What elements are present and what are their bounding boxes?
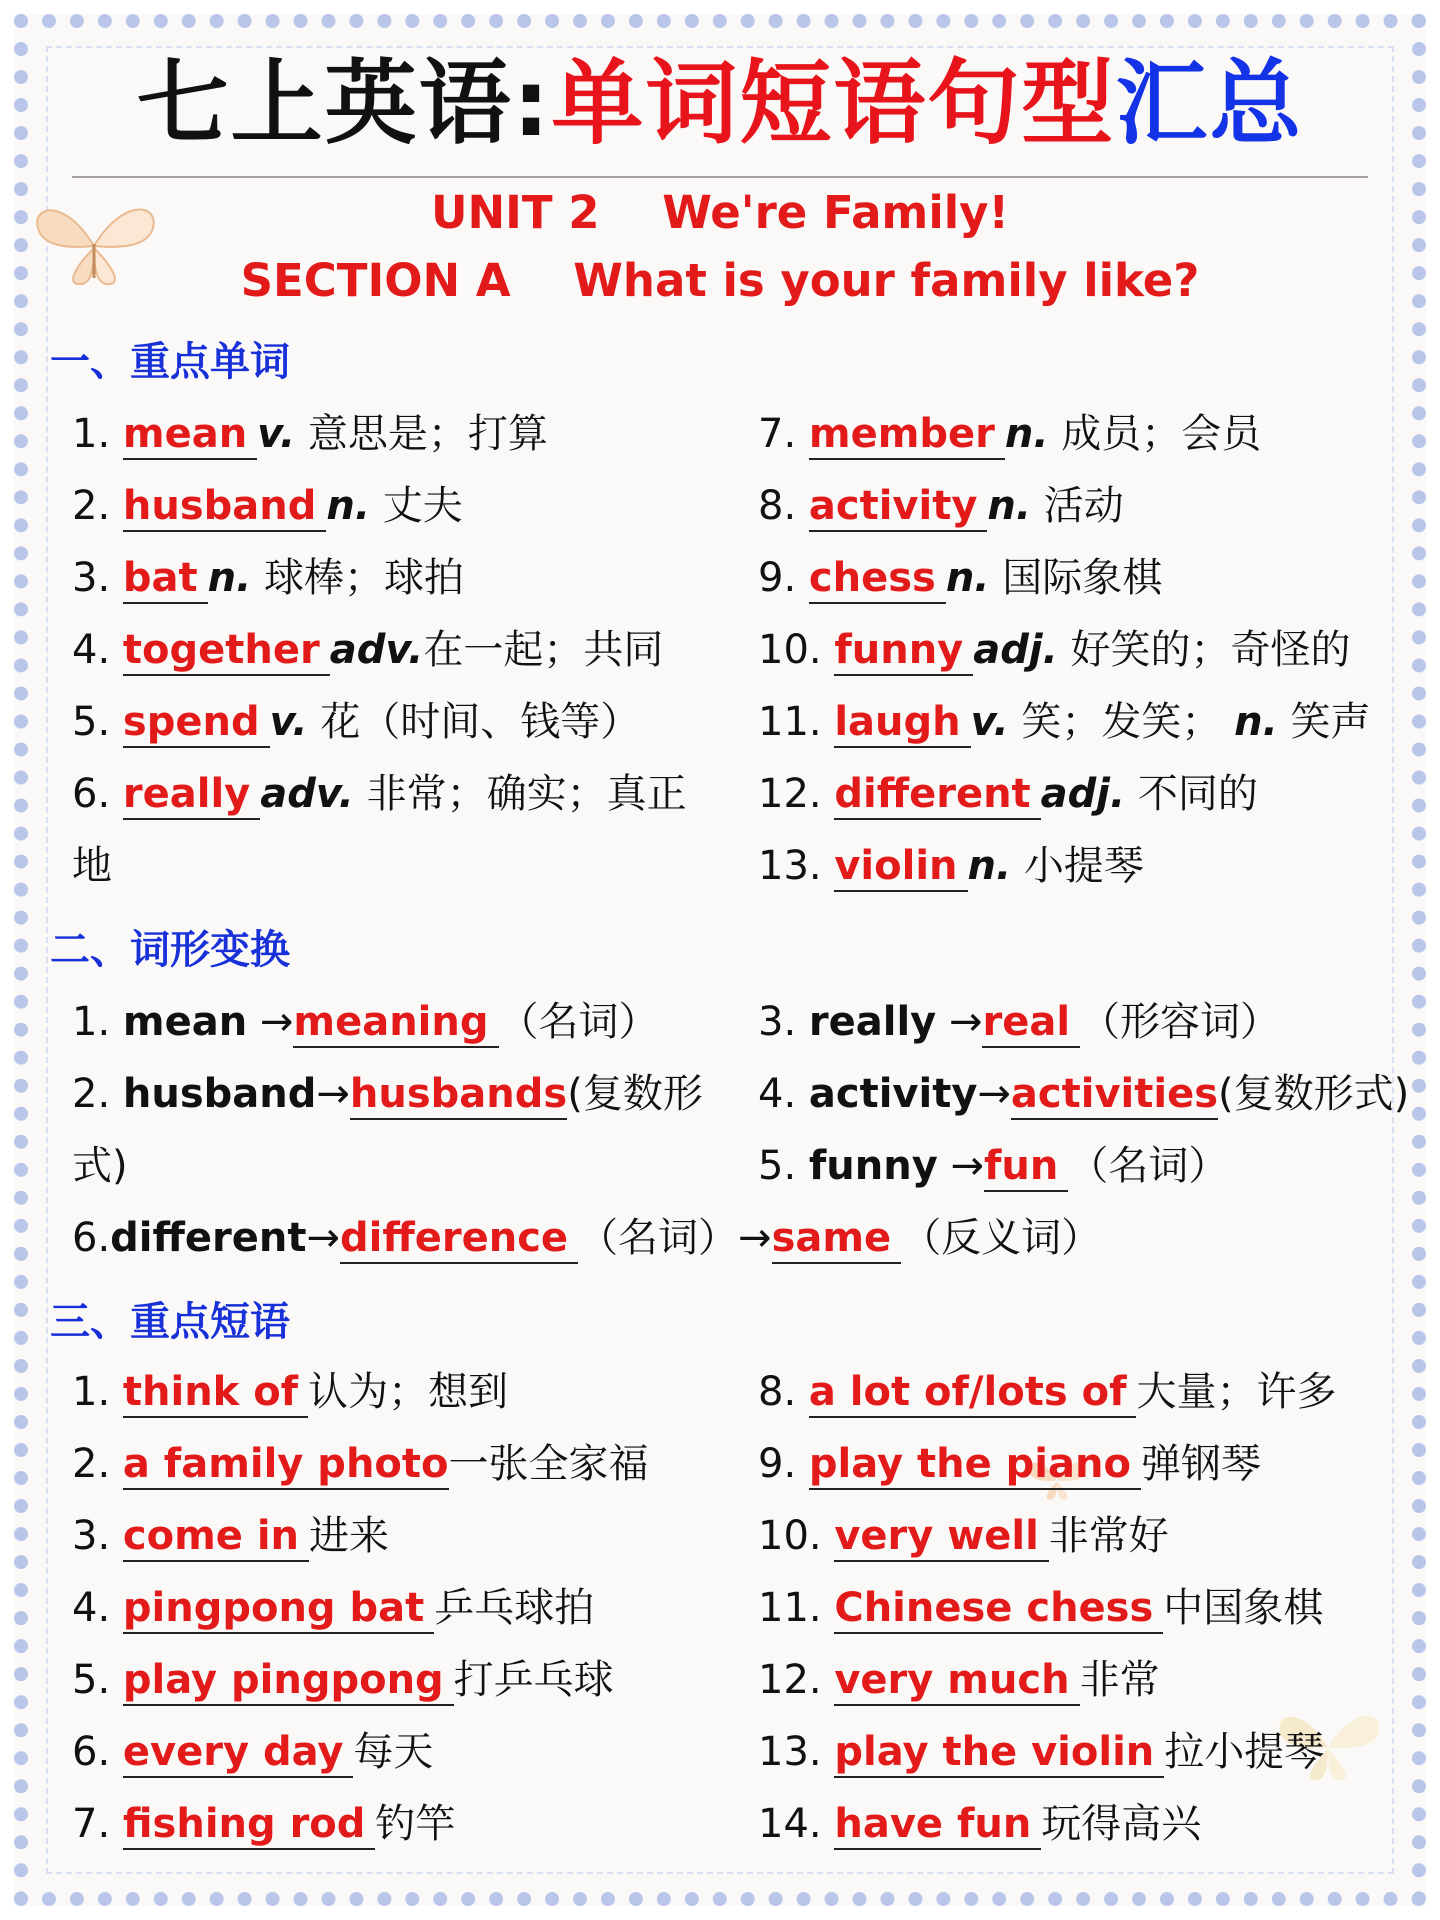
answer: laugh [834,698,970,748]
meaning: 丈夫 [382,483,463,529]
note: （形容词） [1080,999,1281,1045]
list-item [72,1724,433,1780]
meaning: 中国象棋 [1163,1585,1324,1631]
answer: very well [834,1512,1048,1562]
answer: think of [123,1368,308,1418]
item-number: 1. [72,999,111,1045]
list-item [758,1436,1261,1492]
list-item [758,1508,1169,1564]
arrow: → [247,999,294,1045]
title-divider [72,176,1368,178]
meaning: 活动 [1043,483,1124,529]
meaning: 非常好 [1048,1513,1169,1559]
answer: play the violin [834,1728,1164,1778]
meaning: 弹钢琴 [1140,1441,1261,1487]
list-item [758,994,1280,1050]
answer: member [809,410,1005,460]
item-number: 12. [758,1657,822,1703]
list-item [758,1796,1201,1852]
answer: fishing rod [123,1800,376,1850]
answer: meaning [293,998,498,1048]
meaning: 笑声 [1290,699,1371,745]
list-item [758,1364,1336,1420]
item-number: 10. [758,1513,822,1559]
meaning: 非常；确实；真正 [366,771,687,817]
answer: husband [123,482,327,532]
base-word: mean [122,999,248,1045]
list-item [72,1580,594,1636]
meaning: 花（时间、钱等） [320,699,641,745]
answer: together [123,626,330,676]
arrow: → [936,999,983,1045]
list-item [758,694,1370,750]
meaning: 成员；会员 [1061,411,1262,457]
item-number: 13. [758,1729,822,1775]
list-item [758,622,1351,678]
item-number: 3. [758,999,797,1045]
meaning: 意思是；打算 [307,411,548,457]
item-number: 5. [72,699,111,745]
item-number: 12. [758,771,822,817]
base-word: different [110,1215,307,1261]
meaning: 每天 [353,1729,434,1775]
title-part-2: 单词短语句型 [551,50,1116,157]
item-number: 2. [72,1441,111,1487]
list-item [72,694,640,750]
meaning: 球棒；球拍 [264,555,465,601]
part-of-speech: n. [207,555,252,601]
meaning: 认为；想到 [308,1369,509,1415]
answer: play pingpong [123,1656,454,1706]
meaning: 不同的 [1137,771,1258,817]
part-of-speech: n. [1004,411,1049,457]
list-item [72,1652,614,1708]
list-item [758,1580,1323,1636]
arrow: → [316,1071,350,1117]
item-number: 1. [72,1369,111,1415]
part-of-speech: n. [967,843,1012,889]
answer: difference [340,1214,578,1264]
wrapped-text: 式) [72,1143,128,1189]
list-item [758,478,1124,534]
note: （反义词） [901,1215,1102,1261]
meaning: 在一起；共同 [423,627,664,673]
meaning: 进来 [309,1513,390,1559]
part-of-speech: adj. [973,627,1058,673]
part-of-speech: n. [1234,699,1278,745]
item-number: 8. [758,1369,797,1415]
page-title [0,44,1440,164]
note: （名词）→ [578,1215,772,1261]
answer: a family photo [123,1440,449,1490]
answer: a lot of/lots of [809,1368,1137,1418]
list-item [72,766,687,822]
item-number: 4. [72,1585,111,1631]
answer: violin [834,842,967,892]
answer: activity [809,482,988,532]
meaning: 一张全家福 [448,1441,649,1487]
answer: every day [123,1728,354,1778]
note: (复数形式) [1218,1071,1410,1117]
list-item [72,1508,389,1564]
base-word: funny [808,1143,938,1189]
item-number: 4. [72,627,111,673]
list-item [758,1724,1324,1780]
part-of-speech: adv. [260,771,354,817]
meaning: 国际象棋 [1002,555,1163,601]
answer: fun [984,1142,1068,1192]
answer: same [772,1214,902,1264]
item-number: 6. [72,771,111,817]
item-number: 7. [758,411,797,457]
item-number: 6. [72,1729,111,1775]
part-of-speech: adj. [1040,771,1126,817]
meaning: 拉小提琴 [1164,1729,1325,1775]
list-item [72,1796,455,1852]
meaning: 非常 [1079,1657,1160,1703]
item-number: 13. [758,843,822,889]
item-number: 9. [758,555,797,601]
part-of-speech: n. [945,555,990,601]
list-item [72,1436,649,1492]
answer: funny [834,626,973,676]
answer: bat [123,554,208,604]
arrow: → [977,1071,1011,1117]
list-item [72,622,663,678]
title-part-1: 七上英语: [136,50,552,157]
base-word: really [808,999,937,1045]
list-item [758,1652,1160,1708]
meaning: 乒乓球拍 [434,1585,595,1631]
meaning: 好笑的；奇怪的 [1070,627,1351,673]
answer: pingpong bat [123,1584,434,1634]
answer: different [834,770,1040,820]
item-number: 3. [72,1513,111,1559]
section-title-words: 一、重点单词 [50,339,290,385]
answer: husbands [350,1070,567,1120]
part-of-speech: n. [326,483,371,529]
meaning: 打乒乓球 [453,1657,614,1703]
note: （名词） [498,999,659,1045]
item-number: 1. [72,411,111,457]
item-number: 6. [72,1215,111,1261]
item-number: 5. [758,1143,797,1189]
item-number: 4. [758,1071,797,1117]
title-part-3: 汇总 [1115,50,1304,157]
part-of-speech: v. [269,699,308,745]
base-word: activity [808,1071,978,1117]
answer: play the piano [809,1440,1141,1490]
part-of-speech: v. [970,699,1009,745]
item-number: 2. [72,1071,111,1117]
list-item [758,1138,1228,1194]
section-title-forms: 二、词形变换 [50,927,290,973]
part-of-speech: adv. [329,627,424,673]
unit-heading: UNIT 2 We're Family! [430,186,1010,239]
list-item [72,478,463,534]
meaning: 小提琴 [1023,843,1144,889]
meaning: 大量；许多 [1136,1369,1337,1415]
item-number: 5. [72,1657,111,1703]
note: (复数形 [567,1071,703,1117]
item-number: 8. [758,483,797,529]
answer: come in [123,1512,309,1562]
meaning: 笑；发笑； [1021,699,1222,745]
list-item [758,1066,1409,1122]
arrow: → [937,1143,985,1189]
list-item [758,766,1258,822]
item-number: 11. [758,1585,822,1631]
answer: mean [123,410,257,460]
list-item [72,994,659,1050]
item-number: 9. [758,1441,797,1487]
answer: chess [809,554,946,604]
item-number: 10. [758,627,822,673]
list-item [72,406,548,462]
answer: activities [1011,1070,1218,1120]
item-number: 2. [72,483,111,529]
item-number: 11. [758,699,822,745]
answer: have fun [834,1800,1041,1850]
section-heading: SECTION A What is your family like? [240,254,1200,307]
meaning: 玩得高兴 [1041,1801,1202,1847]
note: （名词） [1068,1143,1229,1189]
item-number: 7. [72,1801,111,1847]
list-item [758,838,1144,894]
list-item [72,550,464,606]
list-item [72,1364,508,1420]
base-word: husband [122,1071,317,1117]
section-title-phrases: 三、重点短语 [50,1299,290,1345]
part-of-speech: v. [257,411,296,457]
part-of-speech: n. [987,483,1032,529]
answer: spend [123,698,270,748]
answer: very much [834,1656,1079,1706]
arrow: → [306,1215,341,1261]
answer: really [123,770,260,820]
list-item [72,1066,703,1122]
list-item [758,550,1162,606]
answer: real [982,998,1080,1048]
list-item [758,406,1261,462]
item-number: 14. [758,1801,822,1847]
meaning: 钓竿 [375,1801,456,1847]
item-number: 3. [72,555,111,601]
wrapped-text: 地 [72,843,112,889]
answer: Chinese chess [834,1584,1163,1634]
list-item [72,1210,1101,1266]
